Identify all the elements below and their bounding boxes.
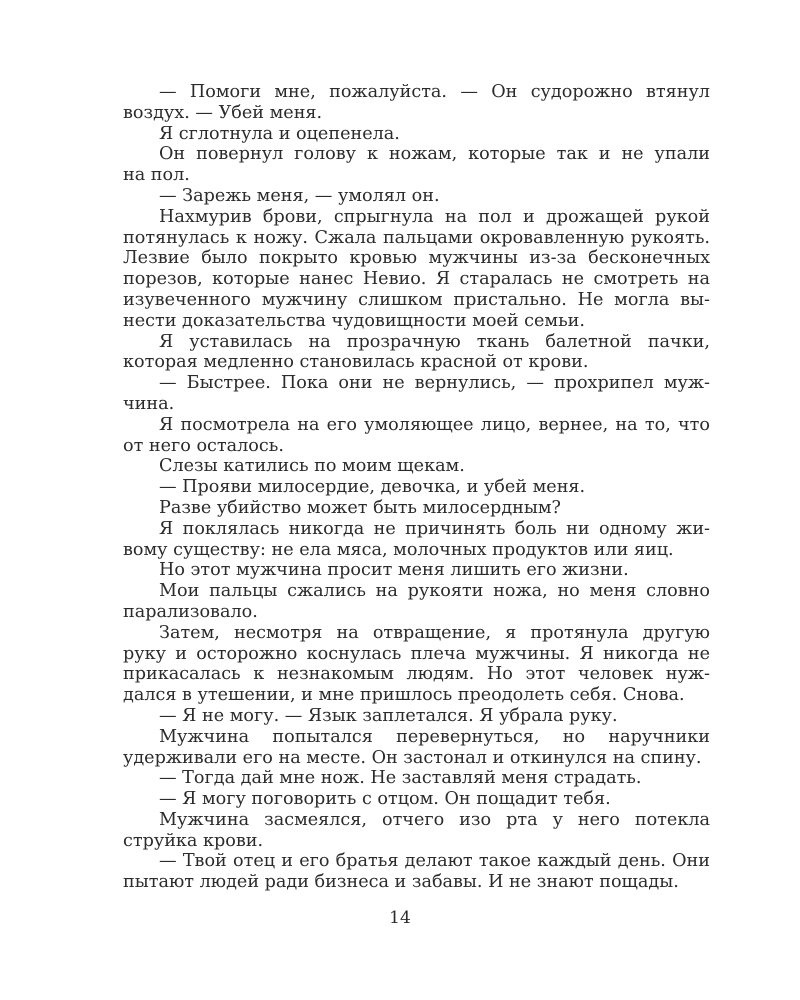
paragraph: [123, 415, 710, 457]
paragraph: [123, 851, 710, 893]
text-line: Мои пальцы сжались на рукояти ножа, но меня словно: [159, 581, 710, 602]
text-line: — Зарежь меня, — умолял он.: [159, 185, 440, 206]
text-line: — Помоги мне, пожалуйста. — Он судорожно втянул: [159, 82, 710, 102]
paragraph: [123, 82, 710, 124]
paragraph: [123, 477, 710, 498]
text-line: Мужчина попытался перевернуться, но наручники: [159, 726, 710, 747]
page-number: 14: [389, 908, 411, 928]
text-line: потянулась к ножу. Сжала пальцами окровавленную рукоять.: [123, 227, 710, 248]
text-line: удерживали его на месте. Он застонал и откинулся на спину.: [123, 747, 702, 768]
paragraph: [123, 456, 710, 477]
text-line: дался в утешении, и мне пришлось преодолеть себя. Снова.: [123, 685, 685, 706]
paragraph: [123, 727, 710, 769]
text-line: Слезы катились по моим щекам.: [159, 456, 465, 477]
text-line: — Твой отец и его братья делают такое каждый день. Они: [159, 851, 710, 872]
text-line: Но этот мужчина просит меня лишить его жизни.: [159, 560, 629, 581]
text-line: от него осталось.: [123, 435, 284, 456]
paragraph: [123, 124, 710, 145]
text-line: пытают людей ради бизнеса и забавы. И не знают пощады.: [123, 872, 679, 893]
paragraph: [123, 560, 710, 581]
paragraph: [123, 498, 710, 519]
paragraph: [123, 810, 710, 852]
text-line: вому существу: не ела мяса, молочных продуктов или яиц.: [123, 539, 674, 560]
paragraph: [123, 623, 710, 706]
text-line: которая медленно становилась красной от крови.: [123, 352, 589, 373]
paragraph: [123, 768, 710, 789]
text-line: — Быстрее. Пока они не вернулись, — прохрипел муж-: [159, 373, 710, 394]
paragraph: [123, 519, 710, 561]
text-line: Затем, несмотря на отвращение, я протянула другую: [159, 622, 710, 643]
paragraph: [123, 581, 710, 623]
text-line: Нахмурив брови, спрыгнула на пол и дрожащей рукой: [159, 206, 710, 227]
text-line: нести доказательства чудовищности моей семьи.: [123, 310, 585, 331]
text-line: Лезвие было покрыто кровью мужчины из-за бесконечных: [123, 248, 710, 269]
text-line: воздух. — Убей меня.: [123, 102, 323, 123]
text-line: руку и осторожно коснулась плеча мужчины. Я никогда не: [123, 643, 710, 664]
text-line: Я поклялась никогда не причинять боль ни одному жи-: [159, 518, 710, 539]
text-line: прикасалась к незнакомым людям. Но этот человек нуж-: [123, 664, 710, 685]
paragraph: [123, 789, 710, 810]
text-line: — Прояви милосердие, девочка, и убей меня.: [159, 477, 586, 498]
text-line: — Я могу поговорить с отцом. Он пощадит тебя.: [159, 789, 611, 810]
paragraph: [123, 332, 710, 374]
paragraph: [123, 706, 710, 727]
text-line: на пол.: [123, 165, 190, 186]
paragraph: [123, 207, 710, 332]
text-line: — Тогда дай мне нож. Не заставляй меня страдать.: [159, 768, 642, 789]
text-line: изувеченного мужчину слишком пристально. Не могла вы-: [123, 289, 710, 310]
paragraph: [123, 144, 710, 186]
paragraph: [123, 373, 710, 415]
text-line: Мужчина засмеялся, отчего изо рта у него потекла: [159, 809, 710, 830]
text-line: Я сглотнула и оцепенела.: [159, 123, 400, 144]
text-line: Я уставилась на прозрачную ткань балетной пачки,: [159, 331, 710, 352]
body-text: [123, 82, 710, 893]
paragraph: [123, 186, 710, 207]
text-line: струйка крови.: [123, 830, 264, 851]
text-line: парализовало.: [123, 601, 258, 622]
text-line: Разве убийство может быть милосердным?: [159, 497, 561, 518]
text-line: — Я не могу. — Язык заплетался. Я убрала руку.: [159, 705, 618, 726]
text-line: чина.: [123, 393, 175, 414]
text-line: Я посмотрела на его умоляющее лицо, вернее, на то, что: [159, 414, 710, 435]
page-body: [123, 82, 710, 893]
text-line: порезов, которые нанес Невио. Я старалась не смотреть на: [123, 269, 710, 290]
text-line: Он повернул голову к ножам, которые так и не упали: [159, 144, 710, 165]
